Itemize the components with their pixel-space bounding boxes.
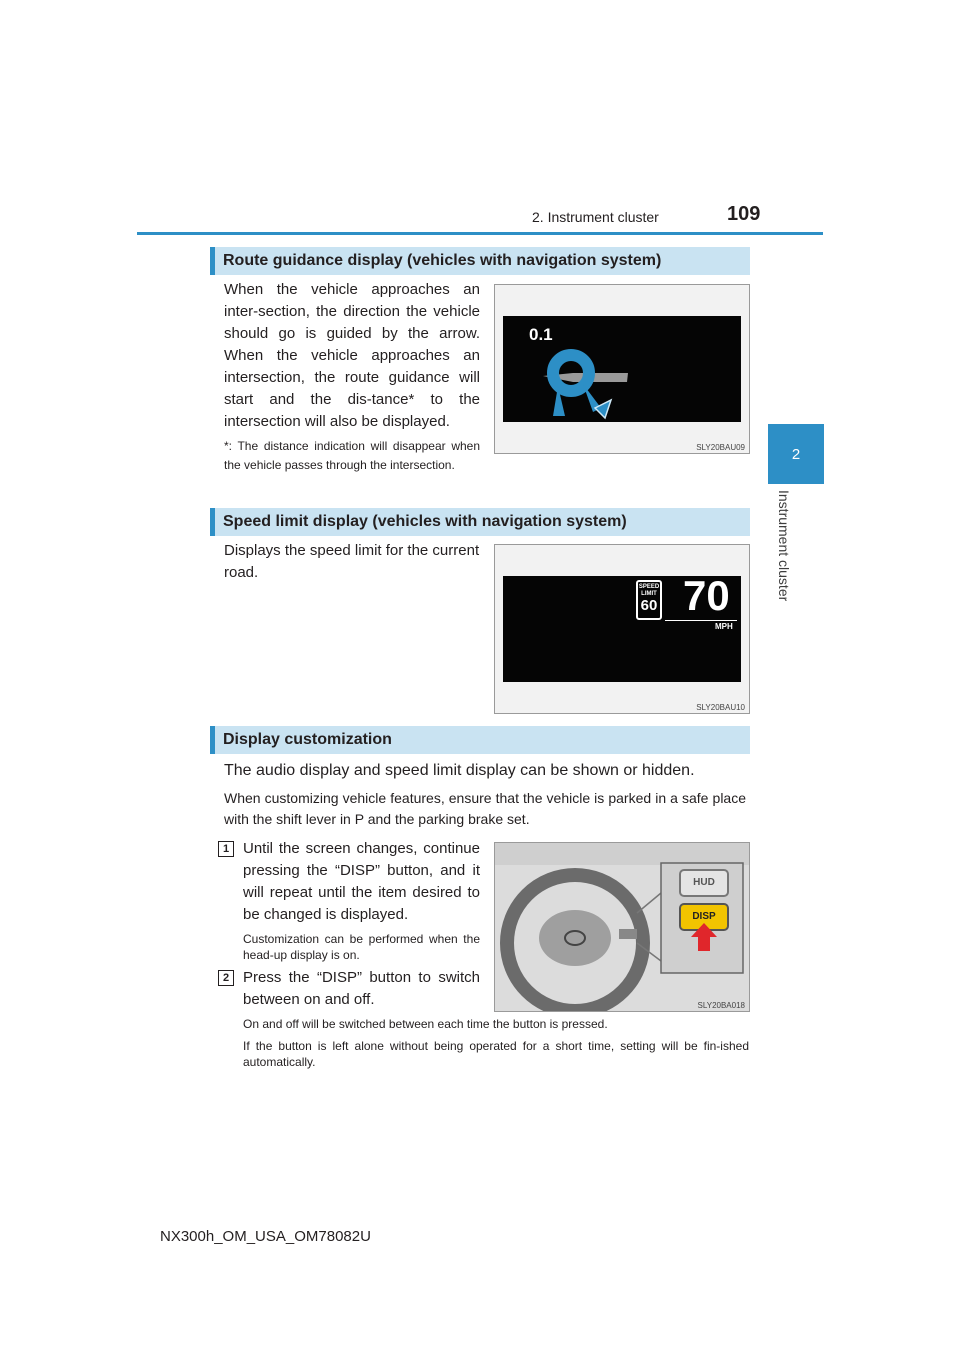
route-guidance-footnote: *: The distance indication will disappear when the vehicle passes through the intersection.	[224, 439, 480, 472]
speed-limit-sign	[636, 580, 662, 620]
cluster-screen	[503, 316, 741, 422]
current-speed-value: 70	[683, 572, 730, 619]
page-number: 109	[727, 203, 761, 225]
step-1-note: Customization can be performed when the head-up display is on.	[243, 932, 480, 962]
step-2-text: Press the “DISP” button to switch between on and off.	[243, 969, 480, 1008]
sign-line-1: SPEED	[638, 584, 660, 590]
step-number-2: 2	[218, 970, 234, 986]
disp-button: DISP	[679, 903, 729, 931]
running-header-section: 2. Instrument cluster	[532, 209, 659, 225]
document-id: NX300h_OM_USA_OM78082U	[160, 1228, 371, 1245]
sign-line-2: LIMIT	[641, 591, 657, 597]
step-number-1: 1	[218, 841, 234, 857]
hud-button: HUD	[679, 869, 729, 897]
step-1-text: Until the screen changes, continue pressing the “DISP” button, and it will repeat until the item desired to be changed is displayed.	[243, 840, 480, 923]
customization-note-2: If the button is left alone without being operated for a short time, setting will be fin-ished automatically.	[243, 1039, 749, 1069]
section-title-route-guidance: Route guidance display (vehicles with navigation system)	[210, 247, 750, 275]
chapter-tab-label: Instrument cluster	[776, 490, 792, 602]
speed-limit-body: Displays the speed limit for the current road.	[224, 542, 480, 581]
figure-code: SLY20BAU09	[696, 443, 745, 452]
speed-limit-figure	[494, 544, 750, 714]
distance-readout: 0.1	[529, 325, 553, 344]
section-title-speed-limit: Speed limit display (vehicles with navigation system)	[210, 508, 750, 536]
speed-unit: MPH	[715, 622, 733, 631]
route-guidance-figure	[494, 284, 750, 454]
chapter-tab	[768, 424, 824, 484]
customization-caution: When customizing vehicle features, ensure that the vehicle is parked in a safe place with the shift lever in P and the parking brake set.	[224, 790, 746, 827]
press-arrow-icon	[691, 923, 717, 951]
route-guidance-body: When the vehicle approaches an inter-section, the direction the vehicle should go is guided by the arrow. When the vehicle approaches an intersection, the route guidance will start and the dis-tance* to the intersection will also be displayed.	[224, 281, 480, 430]
steering-wheel-figure	[494, 842, 750, 1012]
speed-limit-value: 60	[640, 597, 658, 614]
figure-code: SLY20BA018	[697, 1001, 745, 1010]
header-rule	[137, 232, 823, 235]
customization-note-1: On and off will be switched between each time the button is pressed.	[243, 1017, 608, 1031]
chapter-tab-number: 2	[791, 445, 801, 463]
cluster-screen	[503, 572, 741, 682]
route-arrow-icon	[503, 316, 741, 422]
customization-lead: The audio display and speed limit display can be shown or hidden.	[224, 762, 695, 779]
section-title-customization: Display customization	[210, 726, 750, 754]
speed-underline	[665, 620, 737, 621]
figure-code: SLY20BAU10	[696, 703, 745, 712]
